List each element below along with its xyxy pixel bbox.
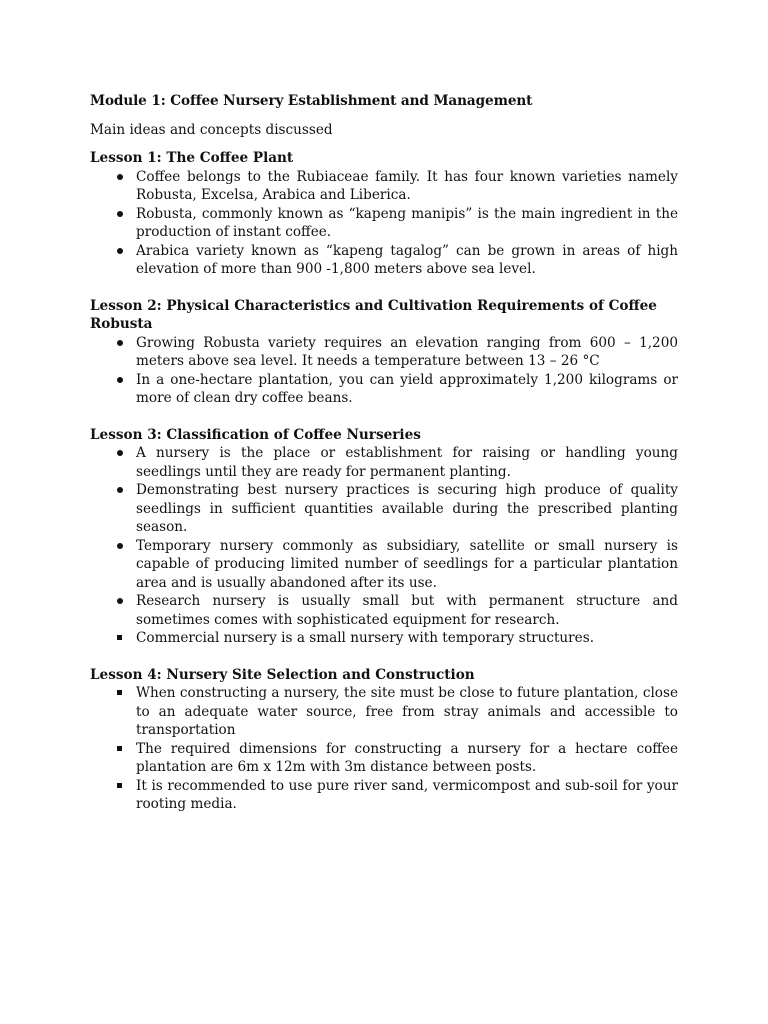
item-text: Temporary nursery commonly as subsidiary, satellite or small nursery is capable of producing limited number of seedlings for a particular plantation area and is usually abandoned after its use. bbox=[136, 537, 678, 591]
item-text: Arabica variety known as “kapeng tagalog” can be grown in areas of high elevation of more than 900 -1,800 meters above sea level. bbox=[136, 242, 678, 277]
list-item bbox=[90, 168, 678, 205]
list-item bbox=[90, 629, 678, 648]
item-text: In a one-hectare plantation, you can yield approximately 1,200 kilograms or more of clean dry coffee beans. bbox=[136, 371, 678, 406]
list-item bbox=[90, 444, 678, 481]
intro-text: Main ideas and concepts discussed bbox=[90, 121, 333, 138]
item-text: Robusta, commonly known as “kapeng manipis” is the main ingredient in the production of instant coffee. bbox=[136, 205, 678, 240]
list-item bbox=[90, 205, 678, 242]
item-text: The required dimensions for constructing a nursery for a hectare coffee plantation are 6m x 12m with 3m distance between posts. bbox=[136, 740, 678, 775]
item-text: Growing Robusta variety requires an elevation ranging from 600 – 1,200 meters above sea level. It needs a temperature between 13 – 26 °C bbox=[136, 334, 678, 369]
lesson-4 bbox=[90, 666, 678, 814]
lesson-3 bbox=[90, 426, 678, 648]
list-item bbox=[90, 334, 678, 371]
document-page bbox=[90, 92, 678, 832]
item-text: Coffee belongs to the Rubiaceae family. It has four known varieties namely Robusta, Excelsa, Arabica and Liberica. bbox=[136, 168, 678, 203]
lesson-items bbox=[90, 444, 678, 648]
item-text: Demonstrating best nursery practices is securing high produce of quality seedlings in sufficient quantities available during the prescribed planting season. bbox=[136, 482, 678, 535]
list-item bbox=[90, 740, 678, 777]
lesson-title: Lesson 2: Physical Characteristics and Cultivation Requirements of Coffee Robusta bbox=[90, 297, 657, 332]
list-item bbox=[90, 777, 678, 814]
lesson-2 bbox=[90, 297, 678, 408]
item-text: A nursery is the place or establishment for raising or handling young seedlings until they are ready for permanent planting. bbox=[136, 445, 678, 480]
item-text: Research nursery is usually small but with permanent structure and sometimes comes with sophisticated equipment for research. bbox=[136, 593, 678, 628]
lesson-items bbox=[90, 168, 678, 279]
lesson-1 bbox=[90, 149, 678, 279]
lesson-items bbox=[90, 334, 678, 408]
lesson-items bbox=[90, 684, 678, 814]
lesson-title: Lesson 1: The Coffee Plant bbox=[90, 150, 294, 166]
list-item bbox=[90, 592, 678, 629]
lesson-title: Lesson 3: Classification of Coffee Nurseries bbox=[90, 426, 421, 443]
item-text: It is recommended to use pure river sand, vermicompost and sub-soil for your rooting media. bbox=[136, 777, 678, 812]
list-item bbox=[90, 481, 678, 537]
list-item bbox=[90, 537, 678, 593]
lesson-title: Lesson 4: Nursery Site Selection and Construction bbox=[90, 666, 475, 683]
item-text: When constructing a nursery, the site must be close to future plantation, close to an adequate water source, free from stray animals and accessible to transportation bbox=[136, 685, 678, 738]
item-text: Commercial nursery is a small nursery with temporary structures. bbox=[136, 630, 595, 646]
list-item bbox=[90, 684, 678, 740]
module-title: Module 1: Coffee Nursery Establishment and Management bbox=[90, 93, 533, 109]
list-item bbox=[90, 242, 678, 279]
list-item bbox=[90, 371, 678, 408]
